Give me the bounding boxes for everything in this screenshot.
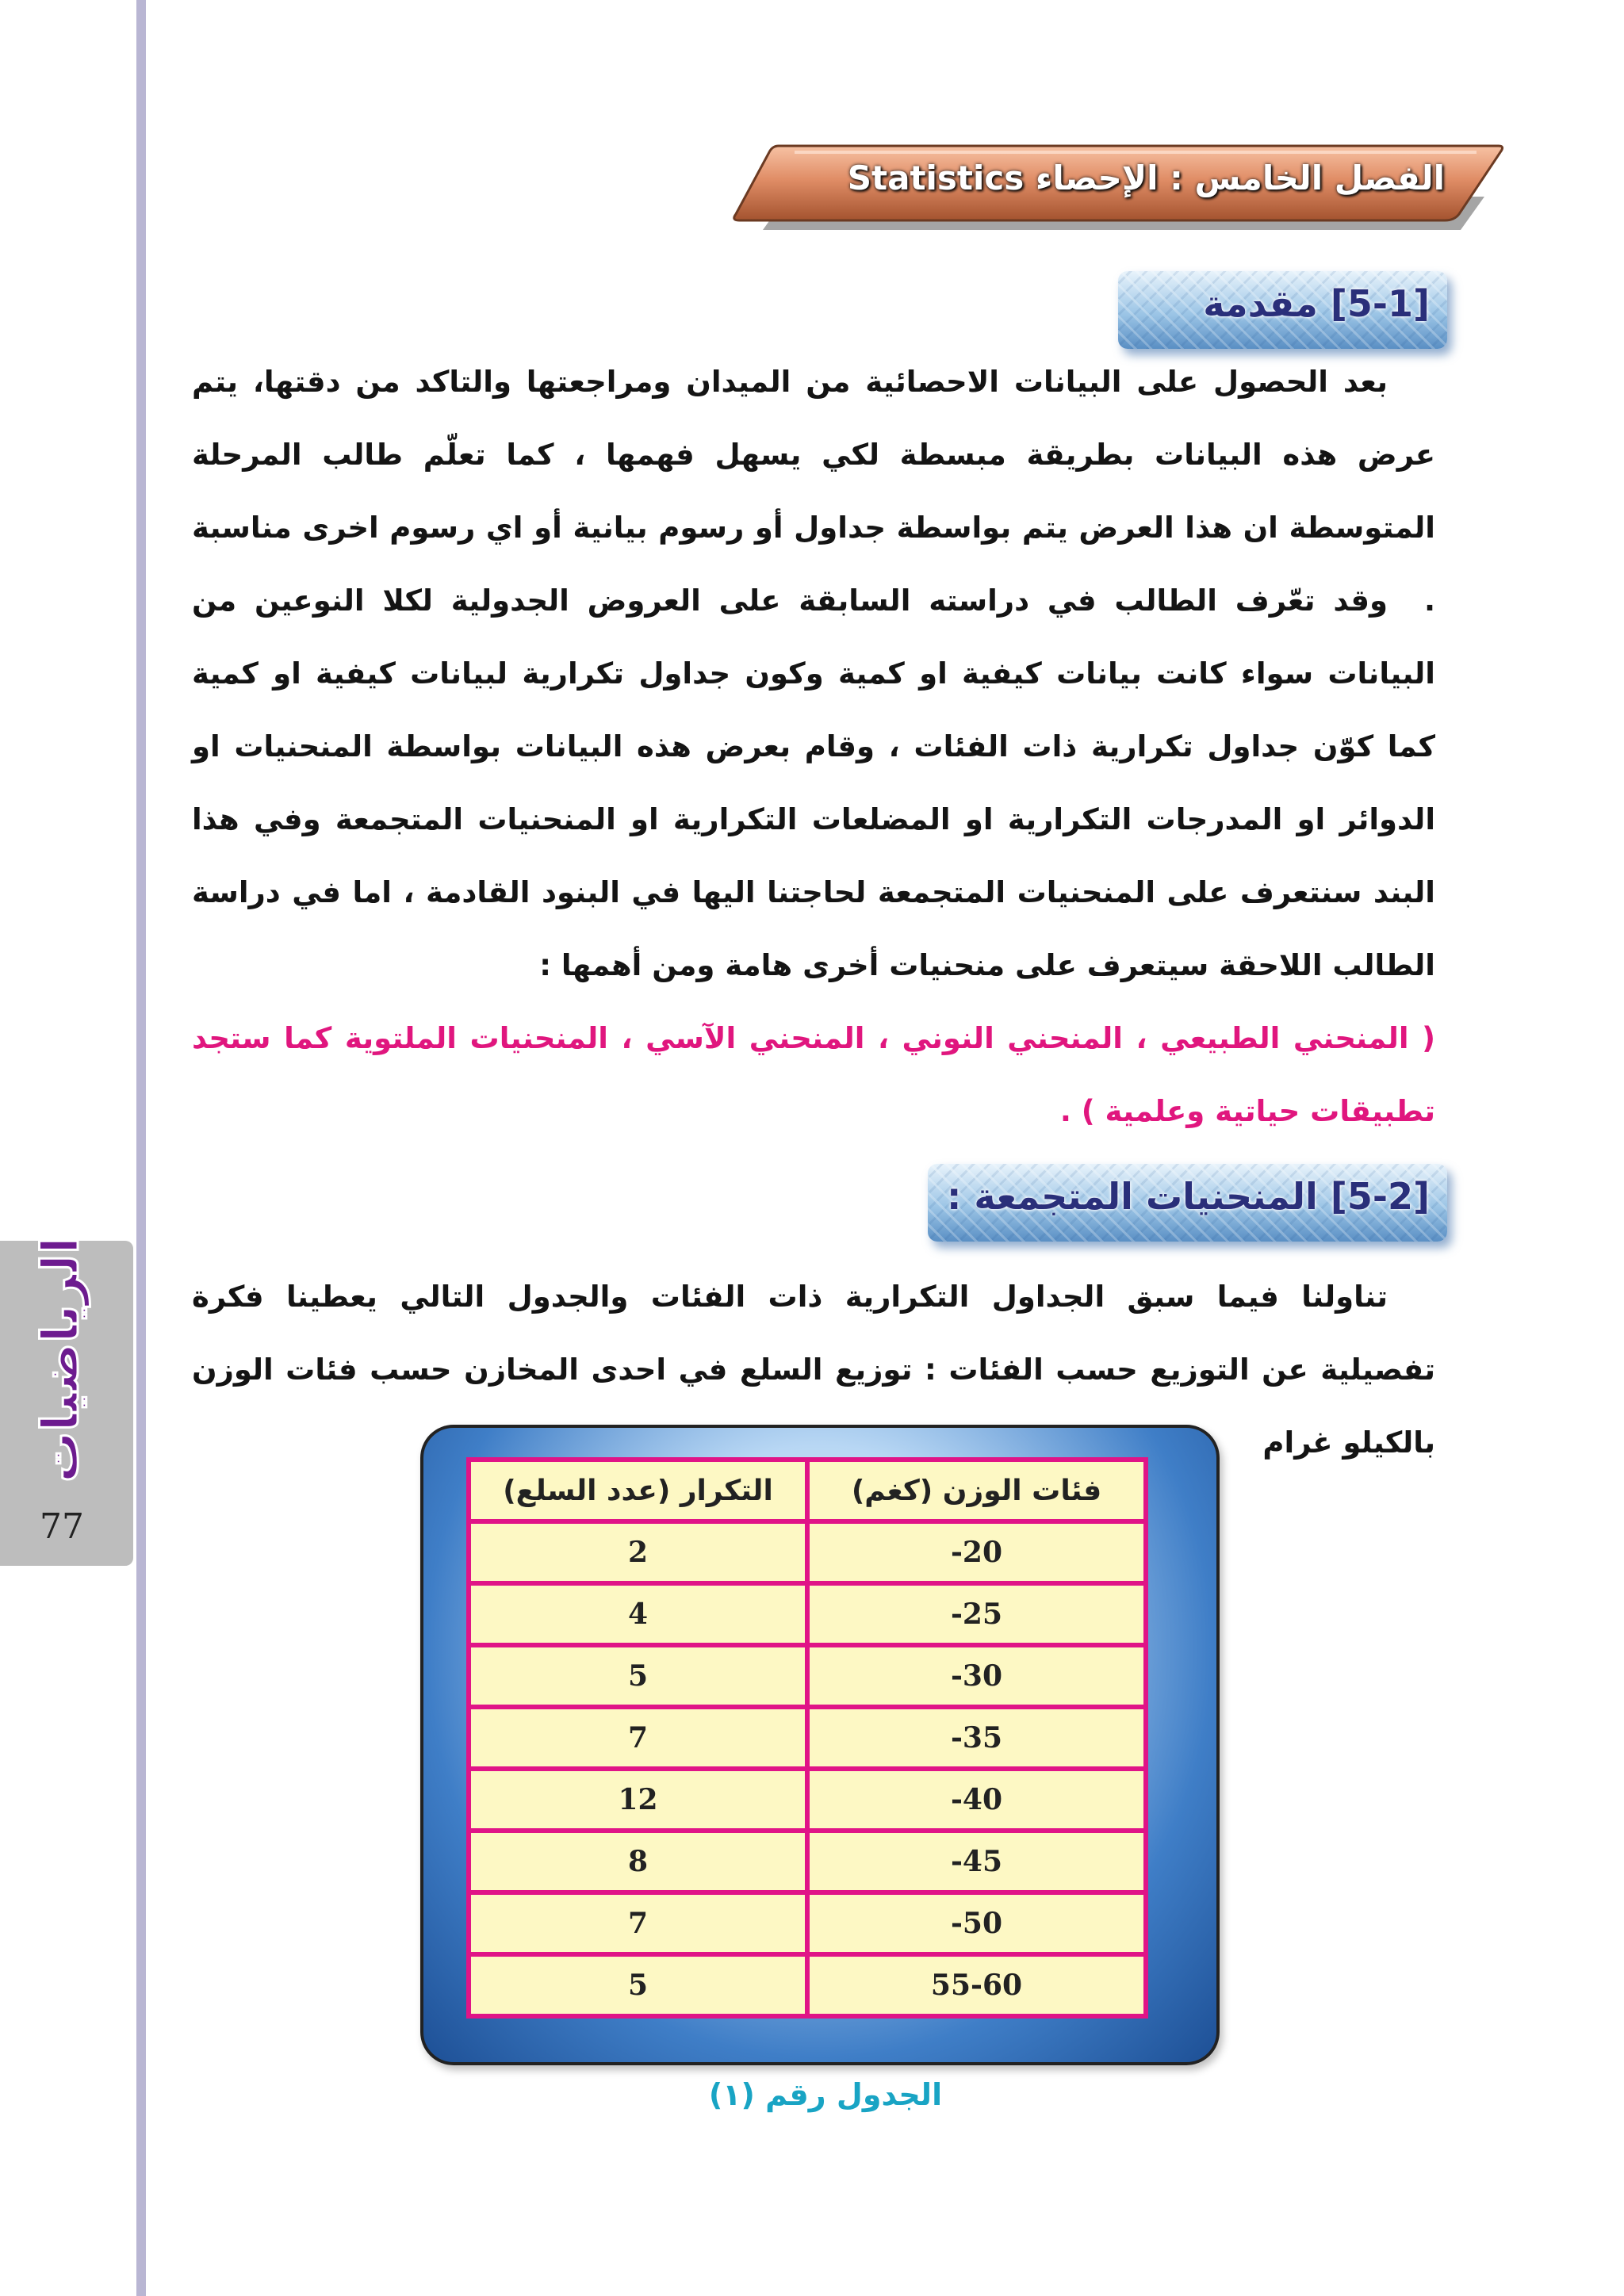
frequency-table [466, 1457, 1148, 2019]
table-row [469, 1769, 1146, 1831]
frequency-cell: 5 [469, 1954, 807, 2016]
table-row [469, 1521, 1146, 1583]
frequency-cell: 5 [469, 1645, 807, 1707]
paragraph-text: بعد الحصول على البيانات الاحصائية من الميدان ومراجعتها والتاكد من دقتها، يتم عرض هذه البيانات بطريقة مبسطة لكي يسهل فهمها ، كما تعلّم طالب المرحلة المتوسطة ان هذا العرض يتم بواسطة جداول أو رسوم بيانية أو اي رسوم اخرى مناسبة . [192, 365, 1435, 618]
weight-class-cell: 25- [807, 1583, 1146, 1645]
frequency-cell: 7 [469, 1707, 807, 1769]
frequency-cell: 12 [469, 1769, 807, 1831]
table-row [469, 1831, 1146, 1892]
frequency-cell: 8 [469, 1831, 807, 1892]
subject-label: الرياضيات [32, 1236, 90, 1483]
margin-rule [136, 0, 146, 2296]
section-header-cumulative-curves [928, 1164, 1447, 1242]
table-row [469, 1954, 1146, 2016]
weight-class-cell: 50- [807, 1892, 1146, 1954]
paragraph-text: وقد تعّرف الطالب في دراسته السابقة على العروض الجدولية لكلا النوعين من البيانات سواء كانت بيانات كيفية او كمية وكون جداول تكرارية لبيانات كيفية او كمية كما كوّن جداول تكرارية ذات الفئات ، وقام بعرض هذه البيانات بواسطة المنحنيات او الدوائر او المدرجات التكرارية او المضلعات التكرارية او المنحنيات المتجمعة وفي هذا البند سنتعرف على المنحنيات المتجمعة لحاجتنا اليها في البنود القادمة ، اما في دراسة الطالب اللاحقة سيتعرف على منحنيات أخرى هامة ومن أهمها : [192, 584, 1435, 982]
table-row [469, 1892, 1146, 1954]
paragraph-text: تناولنا فيما سبق الجداول التكرارية ذات الفئات والجدول التالي يعطينا فكرة تفصيلية عن التوزيع حسب الفئات : توزيع السلع في احدى المخازن حسب فئات الوزن بالكيلو غرام [192, 1280, 1435, 1460]
section-header-intro [1118, 271, 1447, 349]
weight-class-cell: 20- [807, 1521, 1146, 1583]
table-row [469, 1583, 1146, 1645]
frequency-cell: 4 [469, 1583, 807, 1645]
chapter-banner [731, 141, 1505, 236]
weight-class-cell: 30- [807, 1645, 1146, 1707]
paragraph [192, 564, 1435, 1002]
page-number: 77 [40, 1506, 84, 1547]
header-weight-class: فئات الوزن (كغم) [807, 1460, 1146, 1521]
table-row [469, 1707, 1146, 1769]
chapter-title: الفصل الخامس : الإحصاء Statistics [847, 159, 1445, 197]
header-frequency: التكرار (عدد السلع) [469, 1460, 807, 1521]
table-row [469, 1645, 1146, 1707]
section-label: [5-2] المنحنيات المتجمعة : [947, 1175, 1430, 1218]
weight-class-cell: 55-60 [807, 1954, 1146, 2016]
weight-class-cell: 35- [807, 1707, 1146, 1769]
frequency-cell: 7 [469, 1892, 807, 1954]
frequency-cell: 2 [469, 1521, 807, 1583]
highlighted-paragraph: ( المنحني الطبيعي ، المنحني النوني ، المنحني الآسي ، المنحنيات الملتوية كما ستجد تطبيقات حياتية وعلمية ) . [192, 1021, 1435, 1128]
table-header-row [469, 1460, 1146, 1521]
section-label: [5-1] مقدمة [1203, 282, 1430, 325]
weight-class-cell: 40- [807, 1769, 1146, 1831]
weight-class-cell: 45- [807, 1831, 1146, 1892]
table-caption: الجدول رقم (١) [708, 2077, 943, 2112]
